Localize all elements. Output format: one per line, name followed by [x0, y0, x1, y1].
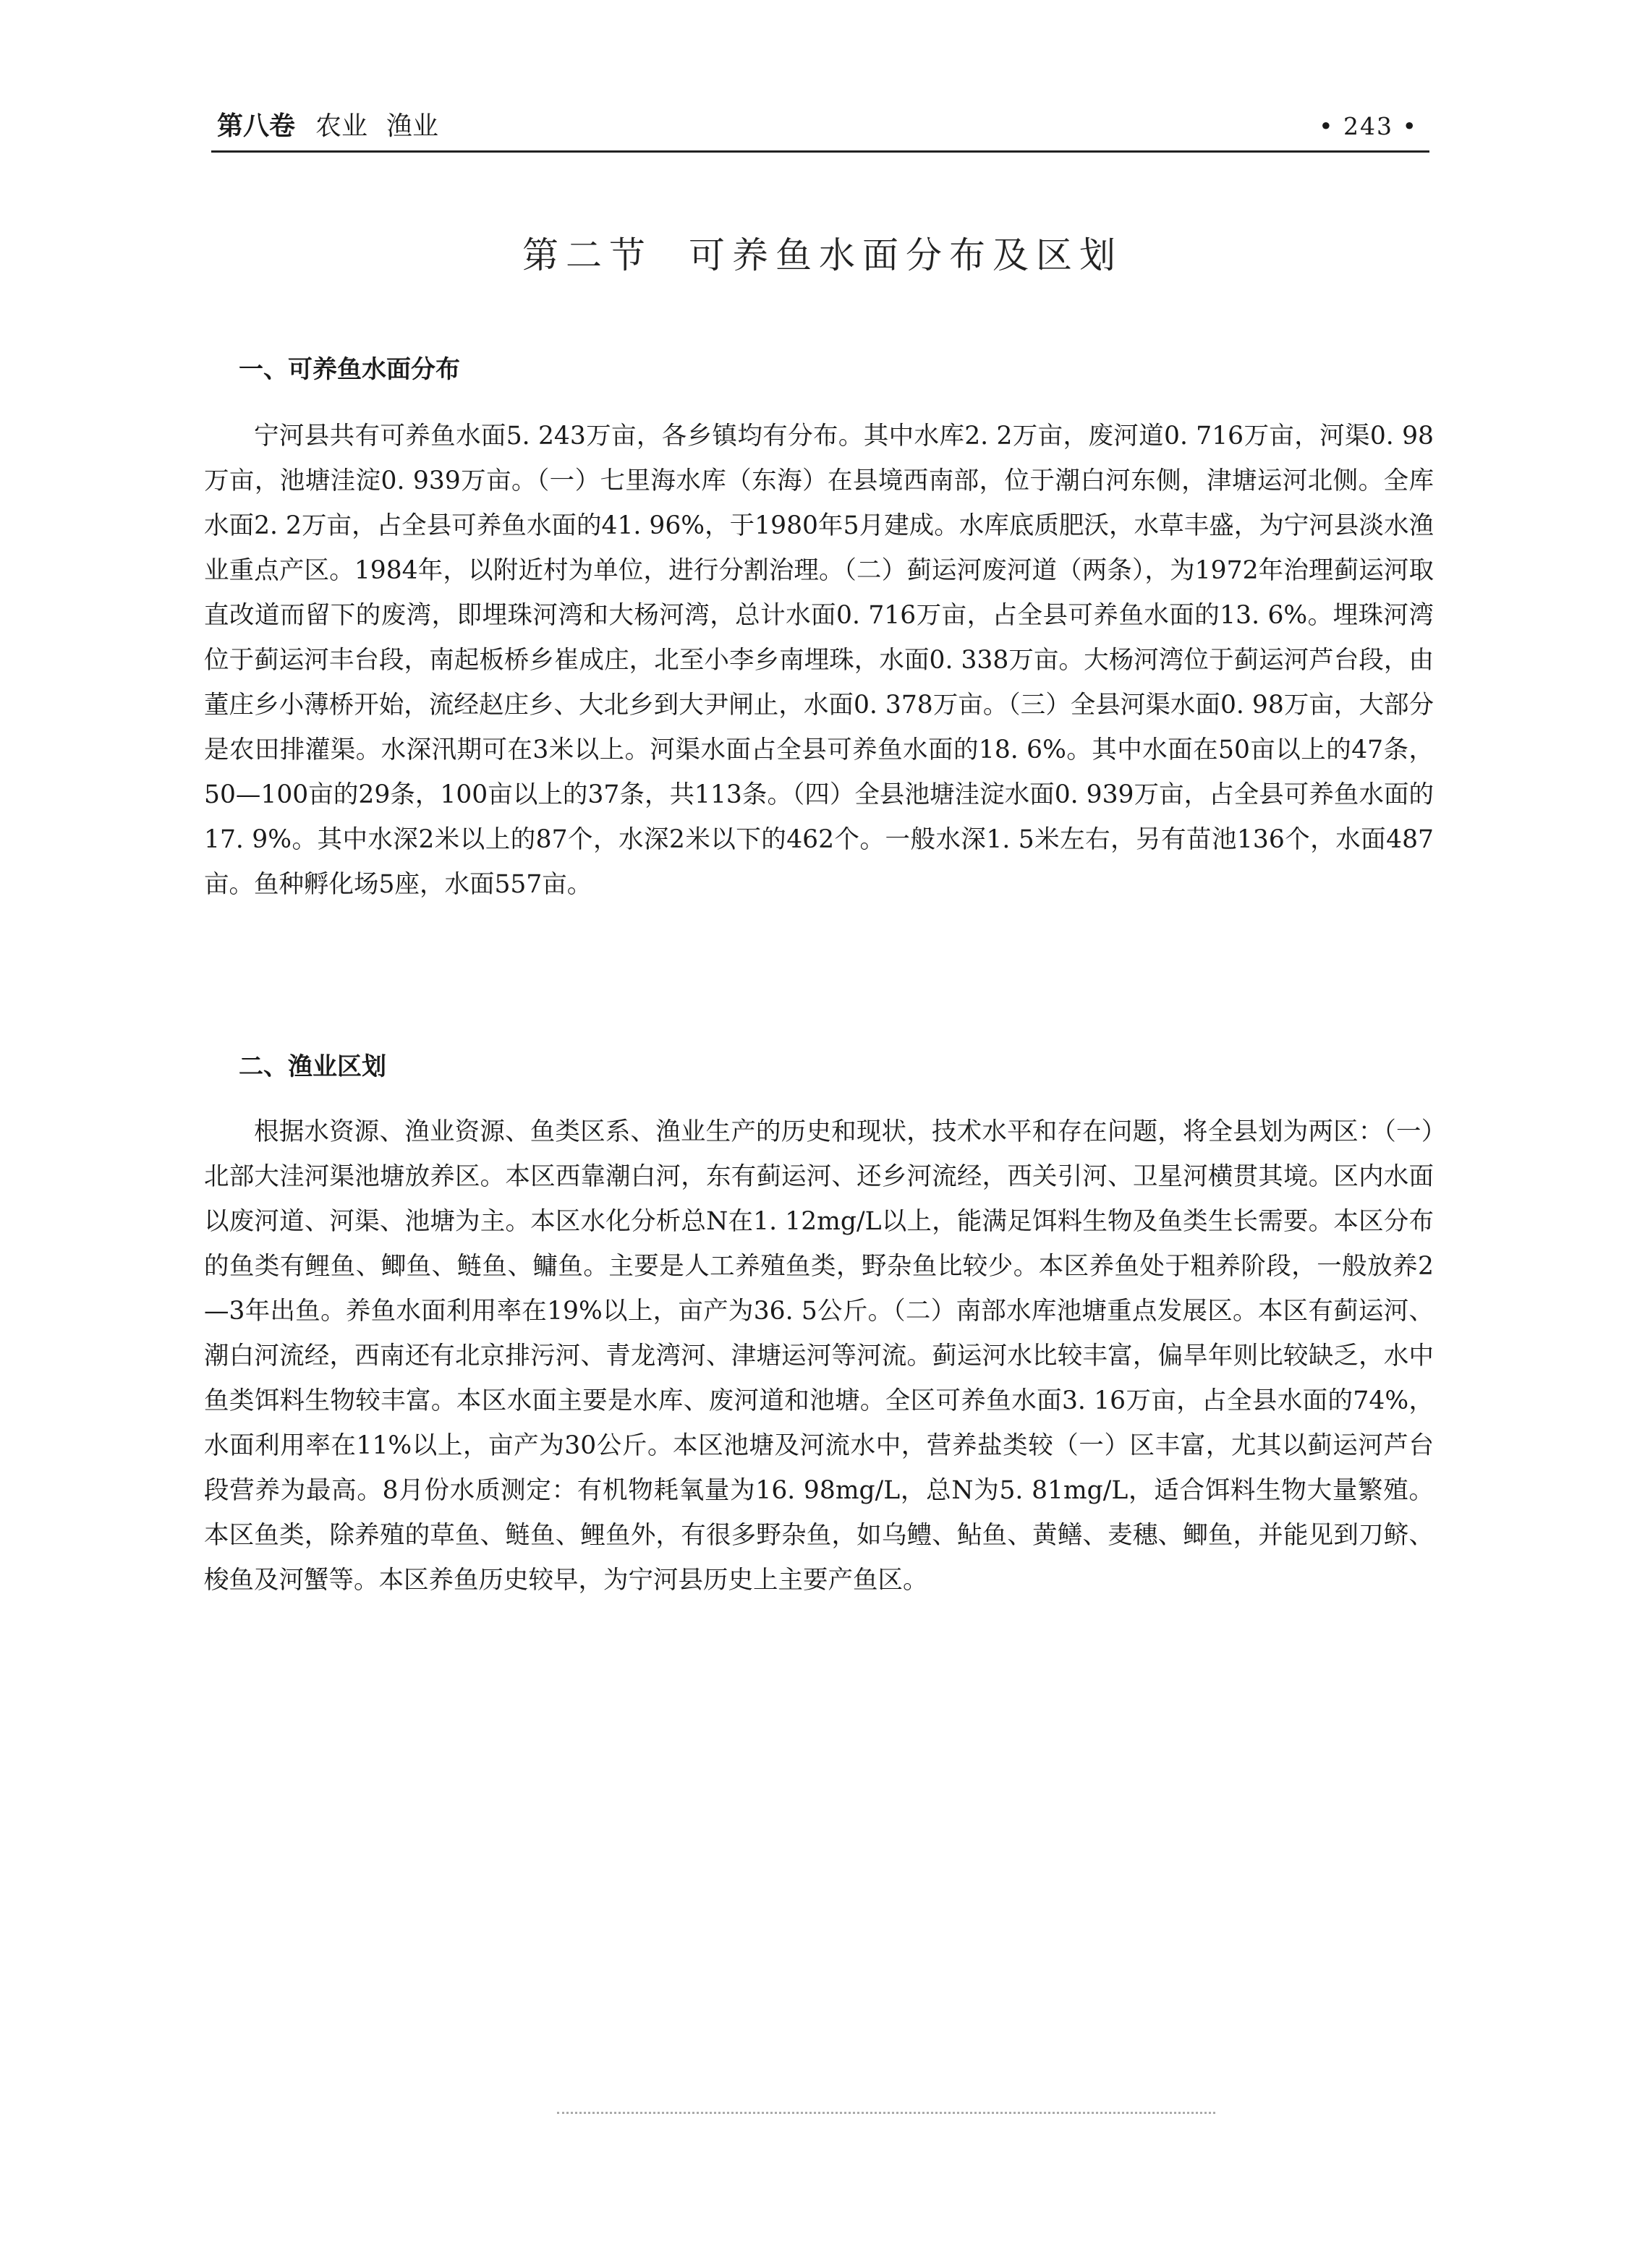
topic-agriculture: 农业	[315, 111, 368, 141]
header-left	[217, 108, 438, 145]
topic-fishery: 渔业	[386, 111, 439, 141]
header-rule	[211, 150, 1429, 153]
volume-label: 第八卷	[217, 111, 296, 141]
running-header	[217, 108, 1418, 145]
section-title-text: 可养鱼水面分布及区划	[689, 234, 1123, 276]
subsection-heading-zoning: 二、渔业区划	[239, 1052, 386, 1081]
subsection-heading-distribution: 一、可养鱼水面分布	[239, 355, 460, 384]
scan-artifact-line	[557, 2112, 1215, 2114]
page-number: • 243 •	[1319, 112, 1418, 140]
section-number: 第二节	[522, 234, 653, 276]
section-title	[0, 230, 1645, 281]
paragraph-distribution: 宁河县共有可养鱼水面5. 243万亩，各乡镇均有分布。其中水库2. 2万亩，废河道0. 716万亩，河渠0. 98万亩，池塘洼淀0. 939万亩。（一）七里海水库（东海）在县境西南部，位于潮白河东侧，津塘运河北侧。全库水面2. 2万亩，占全县可养鱼水面的41. 96%，于1980年5月建成。水库底质肥沃，水草丰盛，为宁河县淡水渔业重点产区。1984年，以附近村为单位，进行分割治理。（二）蓟运河废河道（两条），为1972年治理蓟运河取直改道而留下的废湾，即埋珠河湾和大杨河湾，总计水面0. 716万亩，占全县可养鱼水面的13. 6%。埋珠河湾位于蓟运河丰台段，南起板桥乡崔成庄，北至小李乡南埋珠，水面0. 338万亩。大杨河湾位于蓟运河芦台段，由董庄乡小薄桥开始，流经赵庄乡、大北乡到大尹闸止，水面0. 378万亩。（三）全县河渠水面0. 98万亩，大部分是农田排灌渠。水深汛期可在3米以上。河渠水面占全县可养鱼水面的18. 6%。其中水面在50亩以上的47条，50—100亩的29条，100亩以上的37条，共113条。（四）全县池塘洼淀水面0. 939万亩，占全县可养鱼水面的17. 9%。其中水深2米以上的87个，水深2米以下的462个。一般水深1. 5米左右，另有苗池136个，水面487亩。鱼种孵化场5座，水面557亩。	[204, 422, 1434, 899]
paragraph-zoning: 根据水资源、渔业资源、鱼类区系、渔业生产的历史和现状，技术水平和存在问题，将全县划为两区：（一）北部大洼河渠池塘放养区。本区西靠潮白河，东有蓟运河、还乡河流经，西关引河、卫星河横贯其境。区内水面以废河道、河渠、池塘为主。本区水化分析总N在1. 12mg/L以上，能满足饵料生物及鱼类生长需要。本区分布的鱼类有鲤鱼、鲫鱼、鲢鱼、鳙鱼。主要是人工养殖鱼类，野杂鱼比较少。本区养鱼处于粗养阶段，一般放养2—3年出鱼。养鱼水面利用率在19%以上，亩产为36. 5公斤。（二）南部水库池塘重点发展区。本区有蓟运河、潮白河流经，西南还有北京排污河、青龙湾河、津塘运河等河流。蓟运河水比较丰富，偏旱年则比较缺乏，水中鱼类饵料生物较丰富。本区水面主要是水库、废河道和池塘。全区可养鱼水面3. 16万亩，占全县水面的74%，水面利用率在11%以上，亩产为30公斤。本区池塘及河流水中，营养盐类较（一）区丰富，尤其以蓟运河芦台段营养为最高。8月份水质测定：有机物耗氧量为16. 98mg/L，总N为5. 81mg/L，适合饵料生物大量繁殖。本区鱼类，除养殖的草鱼、鲢鱼、鲤鱼外，有很多野杂鱼，如乌鳢、鲇鱼、黄鳝、麦穗、鲫鱼，并能见到刀鲚、梭鱼及河蟹等。本区养鱼历史较早，为宁河县历史上主要产鱼区。	[204, 1117, 1434, 1595]
